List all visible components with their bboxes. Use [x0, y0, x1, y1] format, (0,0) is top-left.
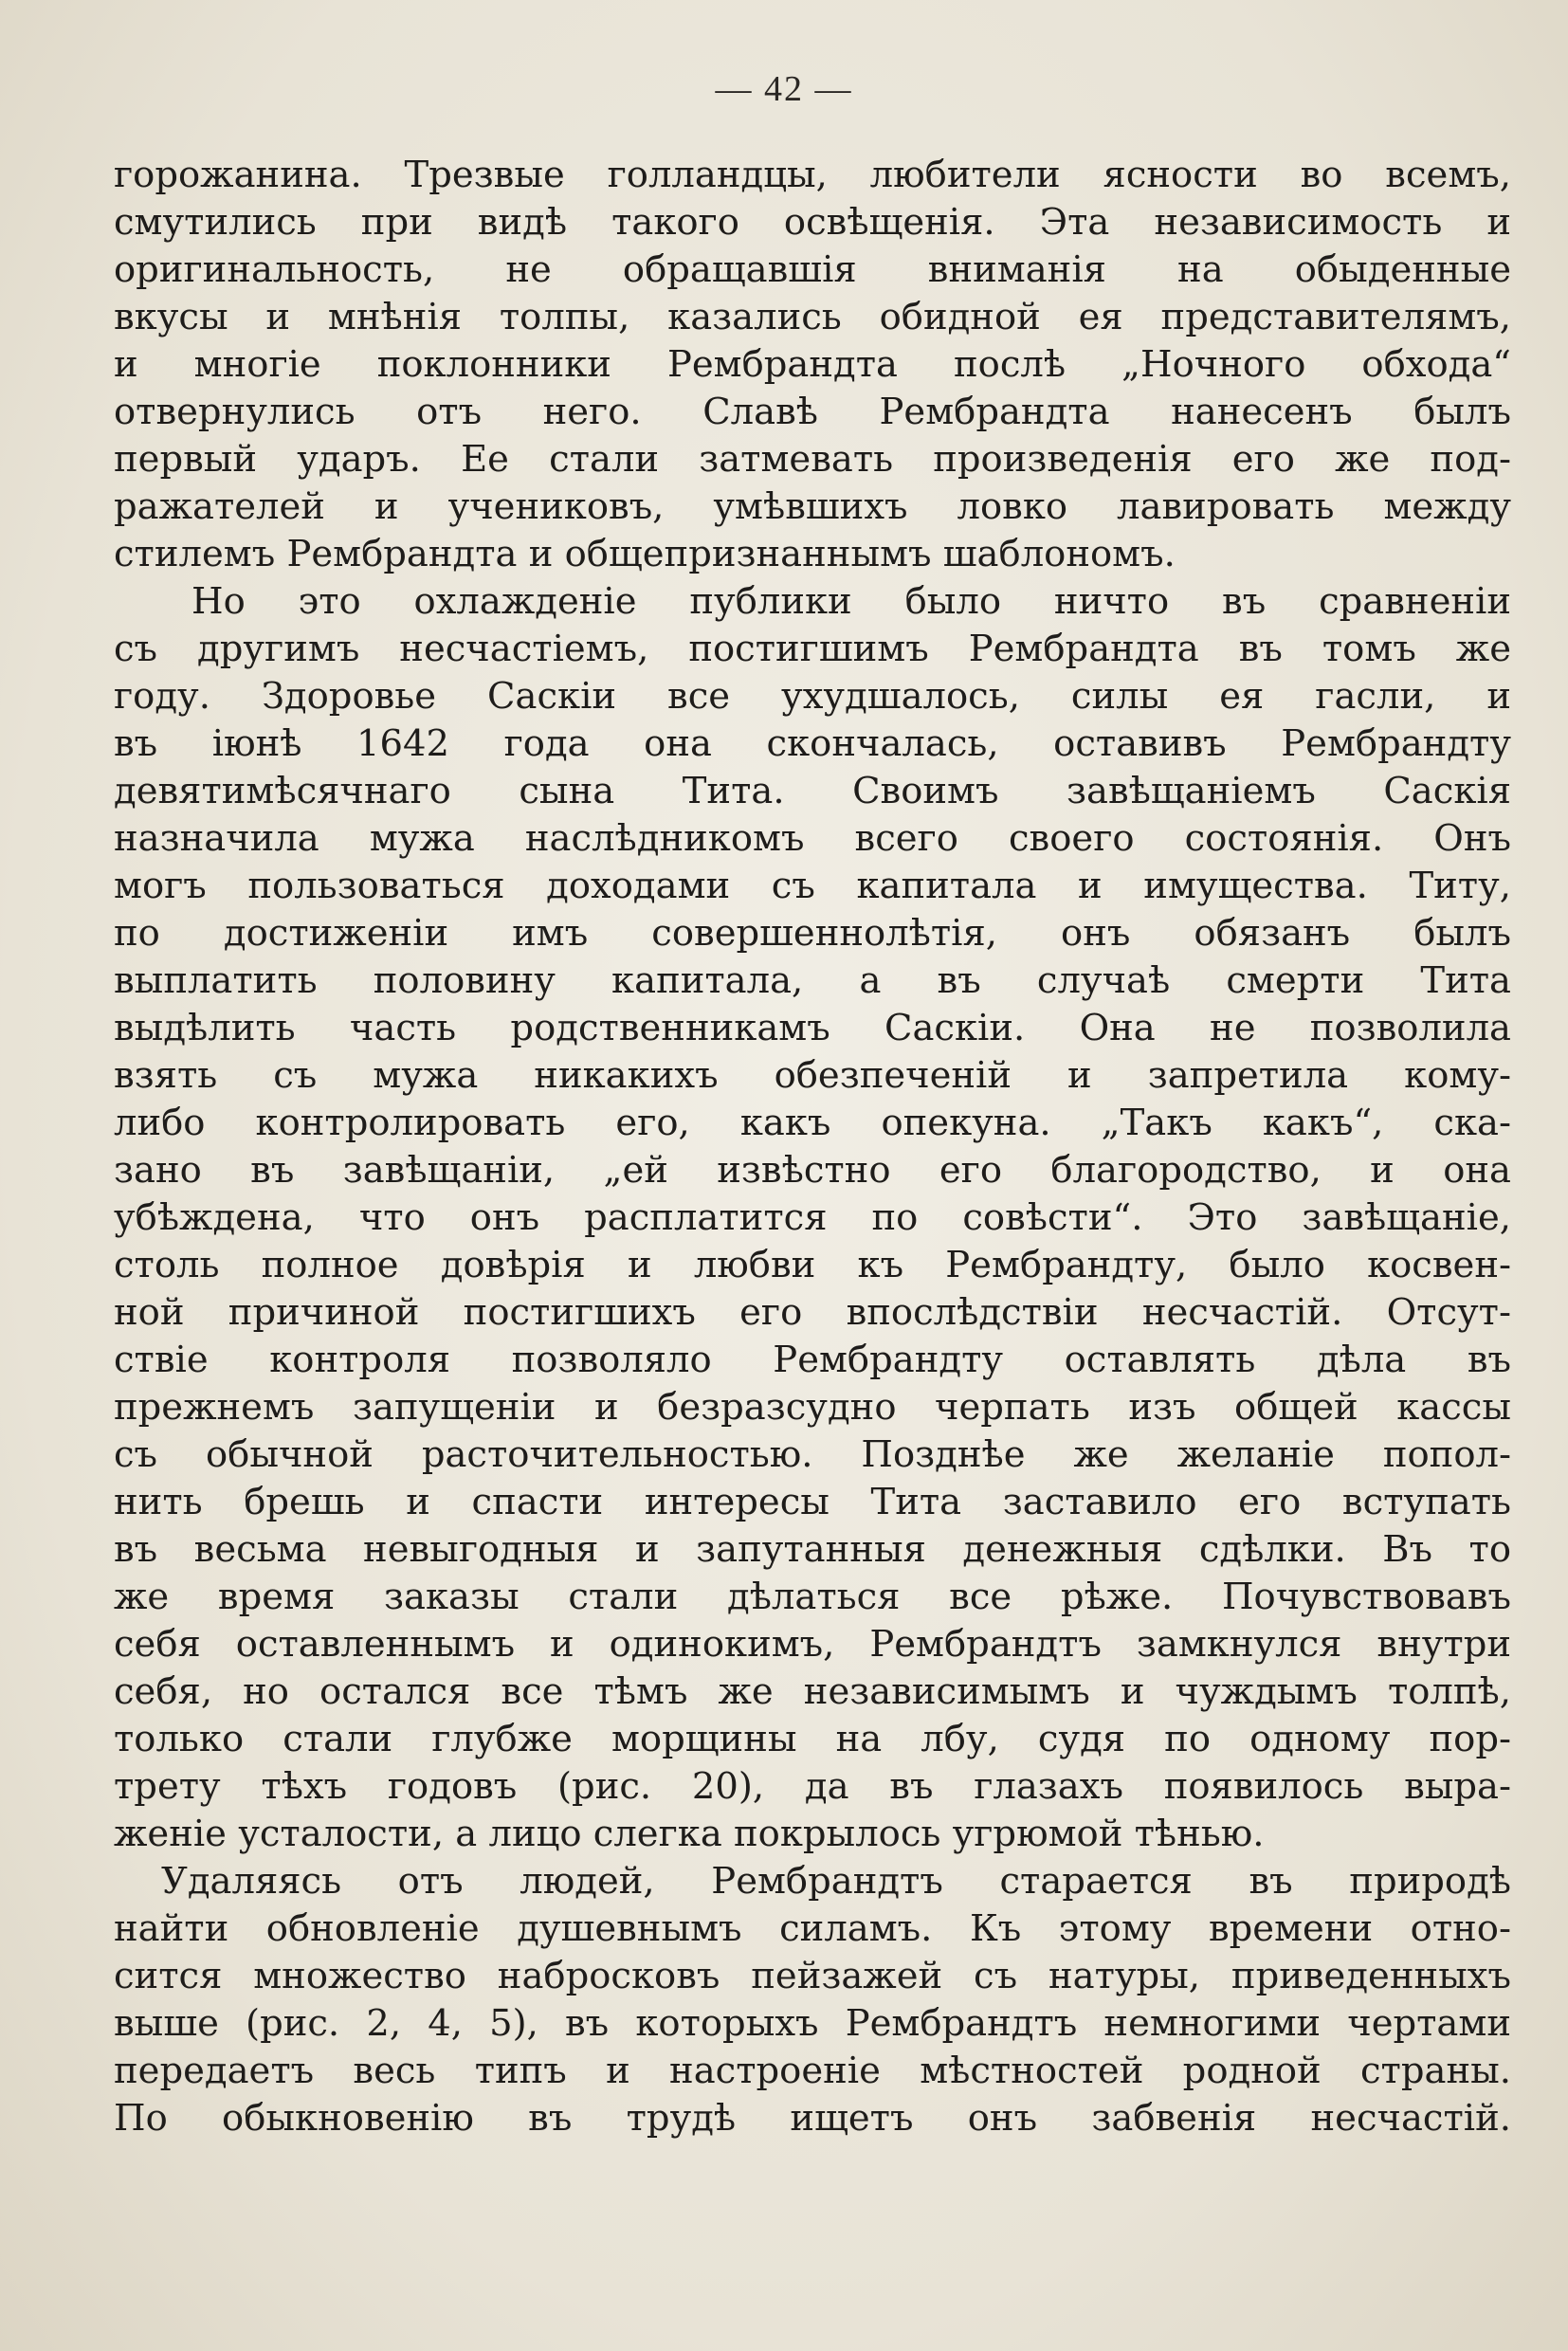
body-text: [114, 152, 1511, 2142]
text-line: въ весьма невыгодныя и запутанныя денежныя сдѣлки. Въ то: [114, 1528, 1511, 1571]
text-line: Но это охлажденіе публики было ничто въ сравненіи: [191, 580, 1511, 623]
text-line: выдѣлить часть родственникамъ Саскіи. Она не позволила: [114, 1007, 1511, 1049]
text-line: взять съ мужа никакихъ обезпеченій и запретила кому-: [114, 1054, 1511, 1097]
text-line: горожанина. Трезвые голландцы, любители ясности во всемъ,: [114, 154, 1511, 196]
text-line: ражателей и учениковъ, умѣвшихъ ловко лавировать между: [114, 485, 1511, 528]
text-line: найти обновленіе душевнымъ силамъ. Къ этому времени отно-: [114, 1907, 1511, 1950]
text-line: году. Здоровье Саскіи все ухудшалось, силы ея гасли, и: [114, 675, 1511, 718]
text-line: назначила мужа наслѣдникомъ всего своего состоянія. Онъ: [114, 817, 1511, 860]
paragraph: [114, 578, 1511, 1858]
text-line: вкусы и мнѣнія толпы, казались обидной ея представителямъ,: [114, 296, 1511, 338]
text-line: выплатить половину капитала, а въ случаѣ смерти Тита: [114, 959, 1511, 1002]
paragraph: [114, 152, 1511, 578]
text-line: съ обычной расточительностью. Позднѣе же желаніе попол-: [114, 1433, 1511, 1476]
text-line: Удаляясь отъ людей, Рембрандтъ старается въ природѣ: [161, 1860, 1511, 1903]
page-number: — 42 —: [715, 69, 853, 109]
text-line: себя, но остался все тѣмъ же независимымъ и чуждымъ толпѣ,: [114, 1670, 1511, 1713]
text-line: съ другимъ несчастіемъ, постигшимъ Рембрандта въ томъ же: [114, 628, 1511, 670]
text-line: отвернулись отъ него. Славѣ Рембрандта нанесенъ былъ: [114, 391, 1511, 433]
text-line: оригинальность, не обращавшія вниманія на обыденные: [114, 248, 1511, 291]
text-line: нить брешь и спасти интересы Тита заставило его вступать: [114, 1481, 1511, 1523]
text-line: убѣждена, что онъ расплатится по совѣсти“. Это завѣщаніе,: [114, 1196, 1511, 1239]
text-line: ствіе контроля позволяло Рембрандту оставлять дѣла въ: [114, 1339, 1511, 1381]
text-line: стилемъ Рембрандта и общепризнаннымъ шаблономъ.: [114, 533, 1176, 575]
text-line: въ іюнѣ 1642 года она скончалась, оставивъ Рембрандту: [114, 722, 1511, 765]
text-line: По обыкновенію въ трудѣ ищетъ онъ забвенія несчастій.: [114, 2097, 1511, 2140]
text-line: либо контролировать его, какъ опекуна. „Такъ какъ“, ска-: [114, 1102, 1511, 1144]
text-line: первый ударъ. Ее стали затмевать произведенія его же под-: [114, 438, 1511, 481]
text-line: девятимѣсячнаго сына Тита. Своимъ завѣщаніемъ Саскія: [114, 770, 1511, 812]
text-line: женіе усталости, а лицо слегка покрылось угрюмой тѣнью.: [114, 1813, 1265, 1855]
text-line: сится множество набросковъ пейзажей съ натуры, приведенныхъ: [114, 1955, 1511, 1997]
text-line: только стали глубже морщины на лбу, судя по одному пор-: [114, 1718, 1511, 1760]
text-line: зано въ завѣщаніи, „ей извѣстно его благородство, и она: [114, 1149, 1511, 1192]
text-line: передаетъ весь типъ и настроеніе мѣстностей родной страны.: [114, 2050, 1511, 2092]
text-line: по достиженіи имъ совершеннолѣтія, онъ обязанъ былъ: [114, 912, 1511, 955]
text-line: прежнемъ запущеніи и безразсудно черпать изъ общей кассы: [114, 1386, 1511, 1429]
text-line: могъ пользоваться доходами съ капитала и имущества. Титу,: [114, 865, 1511, 907]
text-line: ной причиной постигшихъ его впослѣдствіи несчастій. Отсут-: [114, 1291, 1511, 1334]
paragraph: [114, 1858, 1511, 2142]
text-line: выше (рис. 2, 4, 5), въ которыхъ Рембрандтъ немногими чертами: [114, 2002, 1511, 2045]
text-line: себя оставленнымъ и одинокимъ, Рембрандтъ замкнулся внутри: [114, 1623, 1511, 1666]
text-line: столь полное довѣрія и любви къ Рембрандту, было косвен-: [114, 1244, 1511, 1286]
text-line: же время заказы стали дѣлаться все рѣже. Почувствовавъ: [114, 1576, 1511, 1618]
text-line: смутились при видѣ такого освѣщенія. Эта независимость и: [114, 201, 1511, 244]
text-line: трету тѣхъ годовъ (рис. 20), да въ глазахъ появилось выра-: [114, 1765, 1511, 1808]
text-line: и многіе поклонники Рембрандта послѣ „Ночного обхода“: [114, 343, 1511, 386]
